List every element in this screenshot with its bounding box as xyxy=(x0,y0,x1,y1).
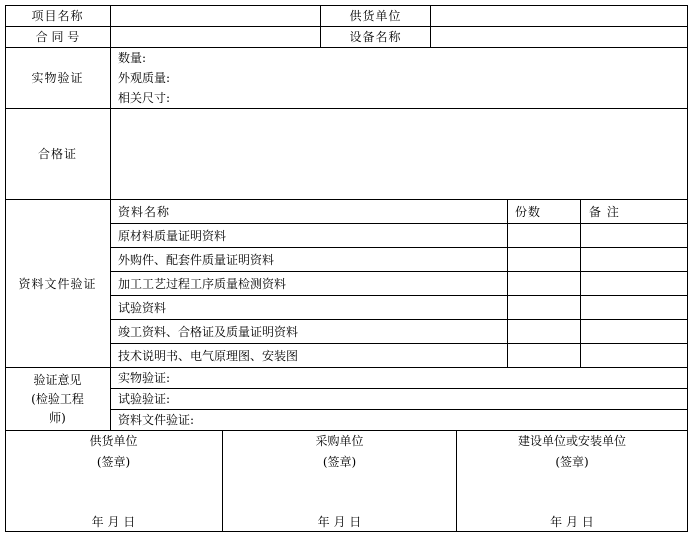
supplier-label: 供货单位 xyxy=(349,8,402,23)
docs-row-raw-materials: 原材料质量证明资料 xyxy=(118,229,227,243)
border-right xyxy=(687,5,688,532)
contract-number-label: 合 同 号 xyxy=(35,30,80,44)
rule xyxy=(111,319,688,320)
purchaser-date-label: 年 月 日 xyxy=(317,515,362,529)
docs-row-manuals: 技术说明书、电气原理图、安装图 xyxy=(118,349,299,363)
builder-unit-label: 建设单位或安装单位 xyxy=(517,434,626,448)
docs-col-copies-header: 份数 xyxy=(515,205,542,219)
docs-row-purchased-parts: 外购件、配套件质量证明资料 xyxy=(118,253,275,267)
rule xyxy=(5,367,688,368)
rule xyxy=(111,409,688,410)
rule xyxy=(5,430,688,431)
rule xyxy=(111,295,688,296)
opinion-label: 验证意见 xyxy=(33,373,82,387)
docs-row-process-inspection: 加工工艺过程工序质量检测资料 xyxy=(118,277,287,291)
dimensions-line[interactable]: 相关尺寸: xyxy=(118,91,171,105)
rule xyxy=(111,388,688,389)
builder-seal-label: (签章) xyxy=(555,455,589,469)
purchaser-unit-label: 采购单位 xyxy=(315,434,364,448)
docs-col-remarks-header: 备 注 xyxy=(589,205,620,219)
rule xyxy=(507,199,508,368)
equipment-name-field[interactable] xyxy=(431,27,687,47)
supplier-unit-label: 供货单位 xyxy=(89,434,138,448)
project-name-field[interactable] xyxy=(111,5,320,26)
rule xyxy=(111,343,688,344)
builder-date-label: 年 月 日 xyxy=(550,515,594,529)
certificate-field[interactable] xyxy=(111,109,687,199)
border-bottom xyxy=(5,531,688,532)
contract-number-field[interactable] xyxy=(111,27,320,47)
supplier-date-label: 年 月 日 xyxy=(91,515,136,529)
appearance-quality-line[interactable]: 外观质量: xyxy=(118,71,171,85)
docs-row-completion: 竣工资料、合格证及质量证明资料 xyxy=(118,325,299,339)
physical-verification-label: 实物验证 xyxy=(31,71,84,85)
opinion-test-line[interactable]: 试验验证: xyxy=(118,392,171,406)
purchaser-seal-label: (签章) xyxy=(322,455,357,469)
rule xyxy=(110,5,111,431)
opinion-docs-line[interactable]: 资料文件验证: xyxy=(118,413,195,427)
certificate-label: 合格证 xyxy=(37,147,77,161)
supplier-field[interactable] xyxy=(431,5,687,26)
quantity-line[interactable]: 数量: xyxy=(118,51,147,65)
project-name-label: 项目名称 xyxy=(31,8,84,23)
opinion-label-role-end: 师) xyxy=(49,411,66,425)
docs-verification-label: 资料文件验证 xyxy=(18,276,97,291)
opinion-label-role: (检验工程 xyxy=(31,392,84,406)
rule xyxy=(111,247,688,248)
supplier-seal-label: (签章) xyxy=(96,455,131,469)
opinion-physical-line[interactable]: 实物验证: xyxy=(118,371,171,385)
rule xyxy=(111,223,688,224)
docs-col-name-header: 资料名称 xyxy=(118,205,171,219)
rule xyxy=(580,199,581,368)
equipment-name-label: 设备名称 xyxy=(349,30,402,44)
rule xyxy=(111,271,688,272)
docs-row-test-data: 试验资料 xyxy=(118,301,167,315)
